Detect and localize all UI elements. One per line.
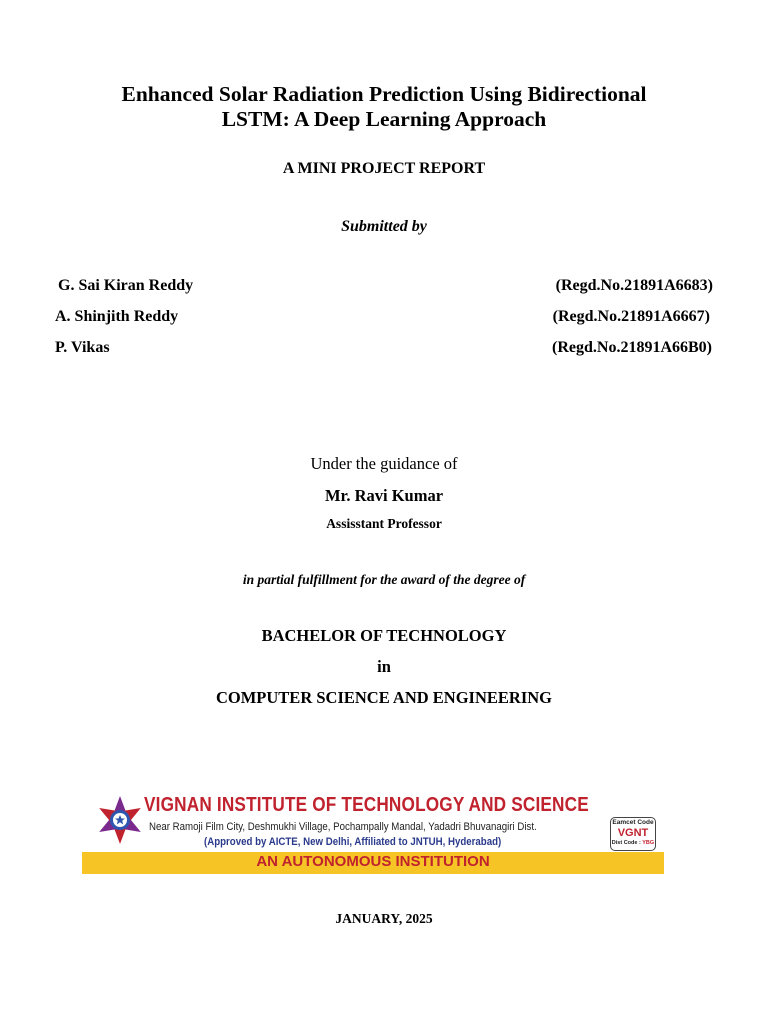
student-regd-2: (Regd.No.21891A6667) bbox=[552, 308, 710, 325]
dist-code-value: YBG bbox=[642, 840, 655, 846]
institution-status: AN AUTONOMOUS INSTITUTION bbox=[256, 853, 490, 870]
degree-branch: COMPUTER SCIENCE AND ENGINEERING bbox=[215, 688, 552, 707]
institution-approval: (Approved by AICTE, New Delhi, Affiliated to JNTUH, Hyderabad) bbox=[204, 836, 502, 848]
report-title-line-2: LSTM: A Deep Learning Approach bbox=[221, 107, 547, 131]
degree-name: BACHELOR OF TECHNOLOGY bbox=[261, 626, 507, 645]
student-name-1: G. Sai Kiran Reddy bbox=[58, 277, 194, 294]
eamcet-code-value: VGNT bbox=[617, 827, 649, 839]
eamcet-code-label: Eamcet Code bbox=[612, 819, 654, 826]
institution-banner-header bbox=[82, 792, 664, 852]
eamcet-code-badge bbox=[610, 817, 656, 851]
degree-connector: in bbox=[377, 657, 391, 676]
report-type: A MINI PROJECT REPORT bbox=[282, 160, 486, 177]
guide-name: Mr. Ravi Kumar bbox=[324, 486, 444, 505]
guidance-label: Under the guidance of bbox=[310, 454, 458, 473]
dist-code-label: Dist Code : bbox=[611, 840, 641, 846]
student-regd-1: (Regd.No.21891A6683) bbox=[555, 277, 713, 294]
student-name-2: A. Shinjith Reddy bbox=[55, 308, 179, 325]
student-regd-3: (Regd.No.21891A66B0) bbox=[552, 339, 712, 356]
institution-address: Near Ramoji Film City, Deshmukhi Village, Pochampally Mandal, Yadadri Bhuvanagiri Dist. bbox=[149, 821, 537, 833]
autonomous-strip bbox=[82, 852, 664, 874]
student-name-3: P. Vikas bbox=[55, 339, 110, 356]
report-title-line-1: Enhanced Solar Radiation Prediction Using Bidirectional bbox=[121, 82, 647, 106]
institution-name: VIGNAN INSTITUTE OF TECHNOLOGY AND SCIENCE bbox=[144, 794, 589, 816]
fulfillment-statement: in partial fulfillment for the award of the degree of bbox=[242, 572, 526, 587]
submitted-by-label: Submitted by bbox=[341, 218, 427, 235]
guide-designation: Assisstant Professor bbox=[326, 516, 442, 531]
star-emblem-icon bbox=[96, 794, 144, 846]
report-date: JANUARY, 2025 bbox=[335, 911, 433, 926]
institution-banner bbox=[82, 792, 664, 874]
dist-code bbox=[611, 839, 655, 847]
report-title bbox=[0, 82, 768, 132]
